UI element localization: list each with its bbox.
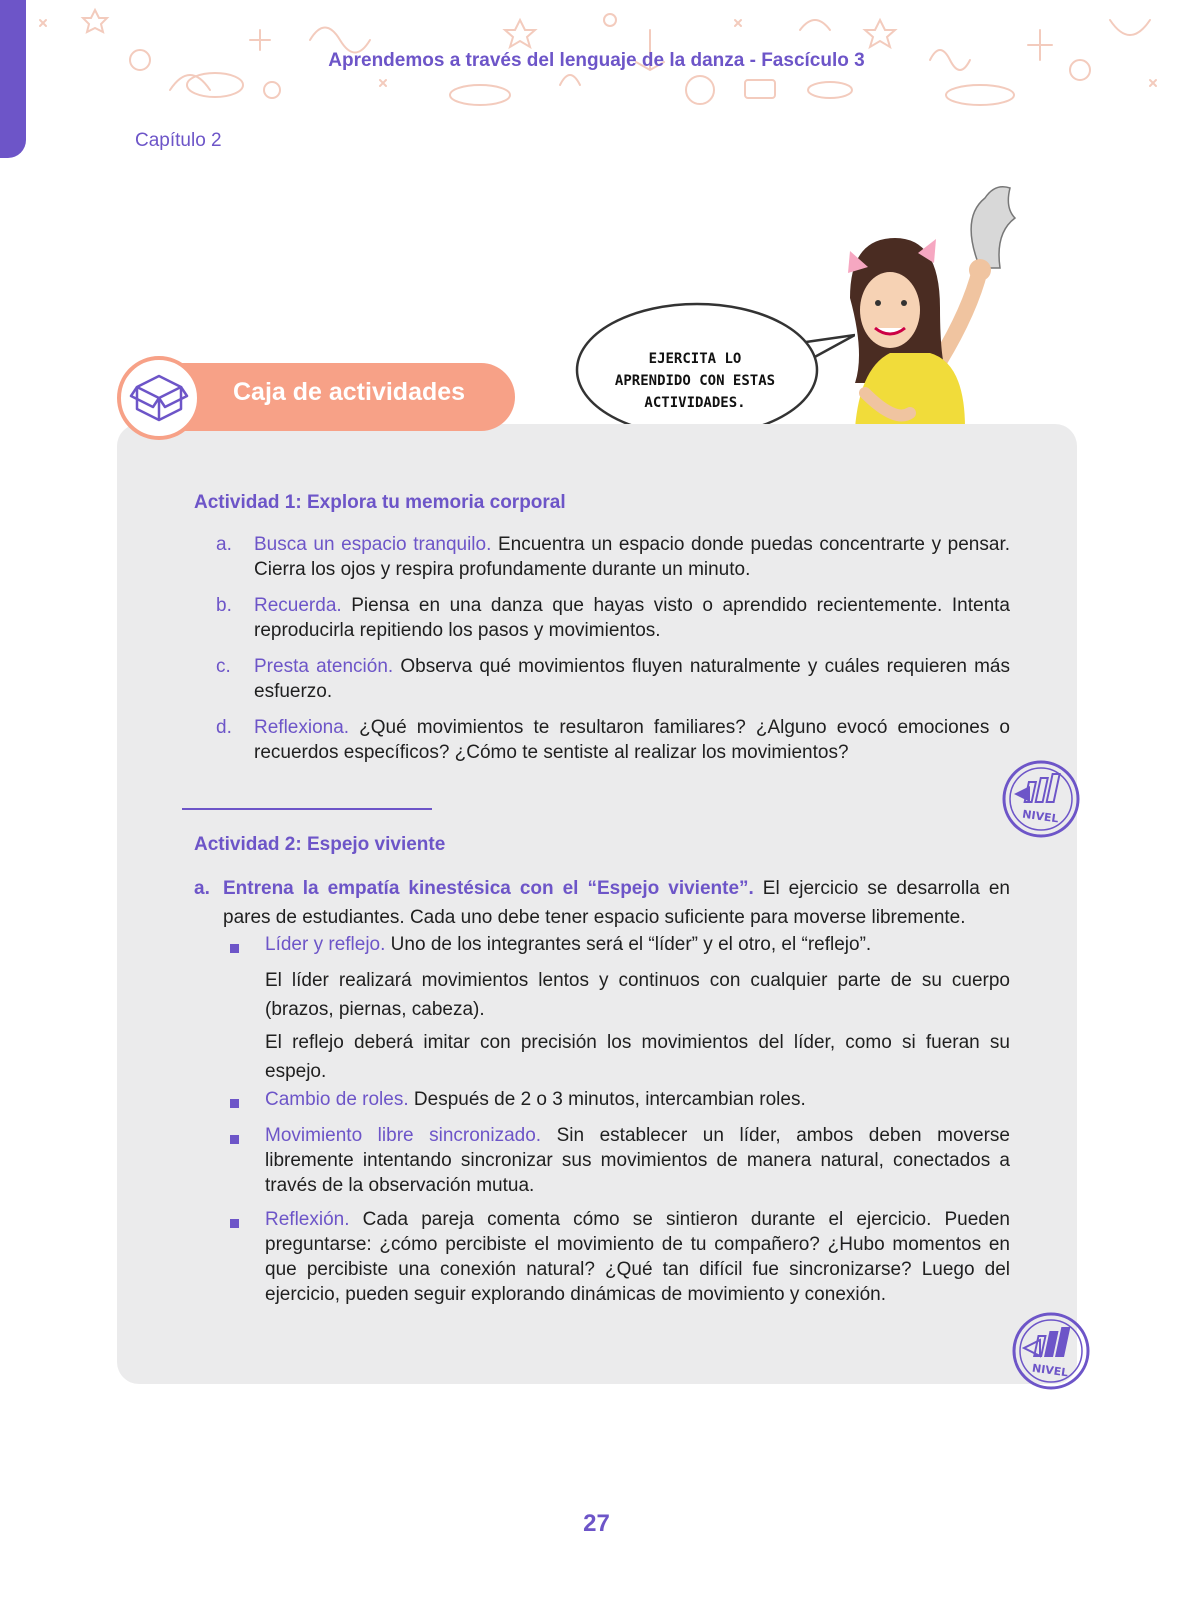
activity-1-title: Actividad 1: Explora tu memoria corporal: [194, 492, 566, 513]
item-text: El ejercicio se desarrolla en pares de estudiantes. Cada uno debe tener espacio suficiente para moverse libremente.: [223, 878, 1010, 928]
item-text: ¿Qué movimientos te resultaron familiares? ¿Alguno evocó emociones o recuerdos específicos? ¿Cómo te sentiste al realizar los movimientos?: [254, 717, 1010, 763]
nivel-stamp-icon: [1010, 1310, 1092, 1392]
item-marker: b.: [216, 595, 232, 616]
bullet-lead: Movimiento libre sincronizado.: [265, 1125, 542, 1146]
activity-2-title: Actividad 2: Espejo viviente: [194, 834, 446, 855]
item-marker: c.: [216, 656, 231, 677]
bullet-marker: [230, 1219, 239, 1228]
item-lead: Busca un espacio tranquilo.: [254, 534, 492, 555]
activity-2-bullet-free-movement: [265, 1123, 1010, 1198]
bullet-text: Uno de los integrantes será el “líder” y el otro, el “reflejo”.: [385, 934, 872, 955]
nivel-stamp-icon: [1000, 758, 1082, 840]
activity-2-bullet-leader-reflection: [265, 932, 1010, 957]
item-marker: a.: [216, 534, 232, 555]
speech-line-1: EJERCITA LO: [648, 351, 742, 367]
bullet-marker: [230, 1099, 239, 1108]
activity-2-bullet-reflection: [265, 1207, 1010, 1307]
leader-paragraph: El líder realizará movimientos lentos y continuos con cualquier parte de su cuerpo (brazos, piernas, cabeza).: [265, 970, 1010, 1020]
item-lead: Reflexiona.: [254, 717, 350, 738]
activity-2-bullet-role-change: [265, 1087, 1010, 1112]
speech-bubble-text: [600, 348, 790, 414]
activity-2-item-a: [194, 874, 1010, 932]
item-text: Encuentra un espacio donde puedas concentrarte y pensar. Cierra los ojos y respira profundamente durante un minuto.: [254, 534, 1010, 580]
bullet-lead: Reflexión.: [265, 1209, 350, 1230]
bullet-text: Cada pareja comenta cómo se sintieron durante el ejercicio. Pueden preguntarse: ¿cómo percibiste el movimiento de tu compañero? ¿Hubo momentos en que percibiste una conexión natural? ¿Qué tan difícil fue sincronizarse? Luego del ejercicio, pueden seguir explorando dinámicas de movimiento y conexión.: [265, 1209, 1010, 1305]
activity-1-item-b: [216, 593, 1010, 643]
fascicle-title: Aprendemos a través del lenguaje de la danza - Fascículo 3: [328, 50, 865, 71]
box-icon: [117, 356, 201, 440]
page-number: 27: [583, 1510, 610, 1537]
item-lead: Entrena la empatía kinestésica con el “Espejo viviente”.: [223, 878, 754, 899]
nivel-label: NIVEL: [1031, 1361, 1070, 1380]
activity-1-item-c: [216, 654, 1010, 704]
girl-dancer-illustration: [830, 178, 1060, 428]
item-lead: Recuerda.: [254, 595, 342, 616]
bullet-lead: Líder y reflejo.: [265, 934, 386, 955]
activity-1-item-a: [216, 532, 1010, 582]
chapter-tab-strip: [0, 0, 26, 158]
item-text: Observa qué movimientos fluyen naturalmente y cuáles requieren más esfuerzo.: [254, 656, 1010, 702]
item-lead: Presta atención.: [254, 656, 394, 677]
reflection-paragraph: El reflejo deberá imitar con precisión los movimientos del líder, como si fueran su espejo.: [265, 1032, 1010, 1082]
speech-line-3: ACTIVIDADES.: [644, 395, 746, 411]
bullet-text: Después de 2 o 3 minutos, intercambian roles.: [408, 1089, 806, 1110]
item-text: Piensa en una danza que hayas visto o aprendido recientemente. Intenta reproducirla repitiendo los pasos y movimientos.: [254, 595, 1010, 641]
bullet-marker: [230, 1135, 239, 1144]
item-marker: d.: [216, 717, 232, 738]
nivel-label: NIVEL: [1021, 807, 1060, 826]
chapter-label: Capítulo 2: [135, 130, 222, 151]
item-marker: a.: [194, 878, 210, 899]
bullet-lead: Cambio de roles.: [265, 1089, 409, 1110]
section-divider: [182, 808, 432, 810]
activity-1-item-d: [216, 715, 1010, 765]
bullet-marker: [230, 944, 239, 953]
speech-line-2: APRENDIDO CON ESTAS: [614, 373, 776, 389]
bullet-text: Sin establecer un líder, ambos deben moverse libremente intentando sincronizar sus movimientos de manera natural, conectados a través de la observación mutua.: [265, 1125, 1010, 1196]
section-title: Caja de actividades: [233, 378, 466, 406]
